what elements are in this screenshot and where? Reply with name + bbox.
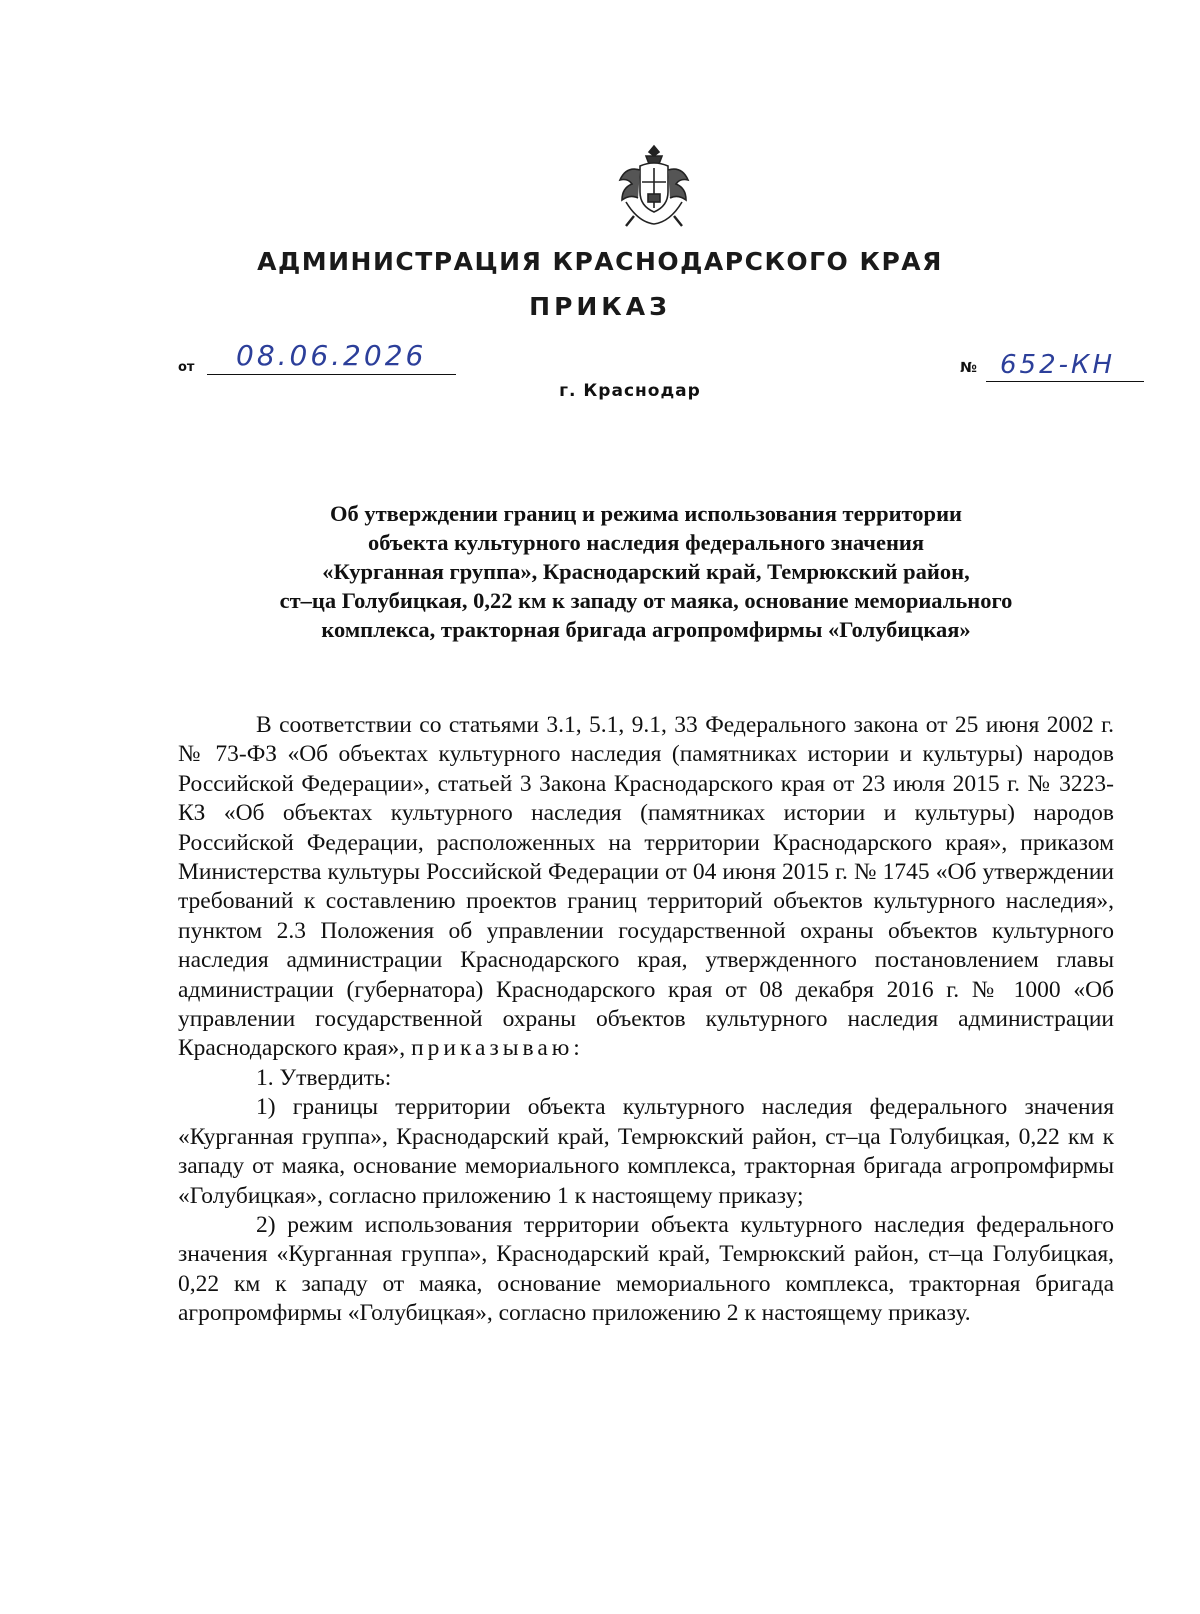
item-1-1: 1) границы территории объекта культурного наследия федерального значения «Курганная группа», Краснодарский край, Темрюкский район, ст–ца Голубицкая, 0,22 км к западу от маяка, основание мемориального комплекса, тракторная бригада агропромфирмы «Голубицкая», согласно приложению 1 к настоящему приказу; <box>178 1094 1114 1209</box>
title-line: Об утверждении границ и режима использования территории <box>329 501 963 526</box>
date-underline <box>207 374 456 375</box>
title-line: объекта культурного наследия федерального значения <box>367 530 925 555</box>
city-label: г. Краснодар <box>559 381 701 401</box>
organization-name: АДМИНИСТРАЦИЯ КРАСНОДАРСКОГО КРАЯ <box>257 247 943 276</box>
title-line: комплекса, тракторная бригада агропромфирмы «Голубицкая» <box>321 617 971 642</box>
number-value: 652-КН <box>1000 350 1116 380</box>
title-line: ст–ца Голубицкая, 0,22 км к западу от маяка, основание мемориального <box>279 588 1013 613</box>
preamble-paragraph <box>178 711 1114 1064</box>
order-word: приказываю: <box>411 1035 584 1062</box>
document-title <box>172 499 1120 644</box>
title-line: «Курганная группа», Краснодарский край, Темрюкский район, <box>322 559 970 584</box>
document-body <box>178 711 1114 1329</box>
number-label: № <box>960 360 977 376</box>
coat-of-arms-icon <box>612 142 696 230</box>
number-underline <box>986 381 1144 382</box>
date-value: 08.06.2026 <box>236 339 427 372</box>
date-label: от <box>178 360 195 375</box>
item-1-2: 2) режим использования территории объекта культурного наследия федерального значения «Курганная группа», Краснодарский край, Темрюкский район, ст–ца Голубицкая, 0,22 км к западу от маяка, основание мемориального комплекса, тракторная бригада агропромфирмы «Голубицкая», согласно приложению 2 к настоящему приказу. <box>178 1211 1114 1327</box>
item-1: 1. Утвердить: <box>256 1064 392 1091</box>
document-type: ПРИКАЗ <box>529 292 671 321</box>
preamble-text: В соответствии со статьями 3.1, 5.1, 9.1, 33 Федерального закона от 25 июня 2002 г. № 73-ФЗ «Об объектах культурного наследия (памятниках истории и культуры) народов Российской Федерации», статьей 3 Закона Краснодарского края от 23 июля 2015 г. № 3223-КЗ «Об объектах культурного наследия (памятниках истории и культуры) народов Российской Федерации, расположенных на территории Краснодарского края», приказом Министерства культуры Российской Федерации от 04 июня 2015 г. № 1745 «Об утверждении требований к составлению проектов границ территорий объектов культурного наследия», пунктом 2.3 Положения об управлении государственной охраны объектов культурного наследия администрации Краснодарского края, утвержденного постановлением главы администрации (губернатора) Краснодарского края от 08 декабря 2016 г. № 1000 «Об управлении государственной охраны объектов культурного наследия администрации Краснодарского края», <box>178 712 1114 1062</box>
